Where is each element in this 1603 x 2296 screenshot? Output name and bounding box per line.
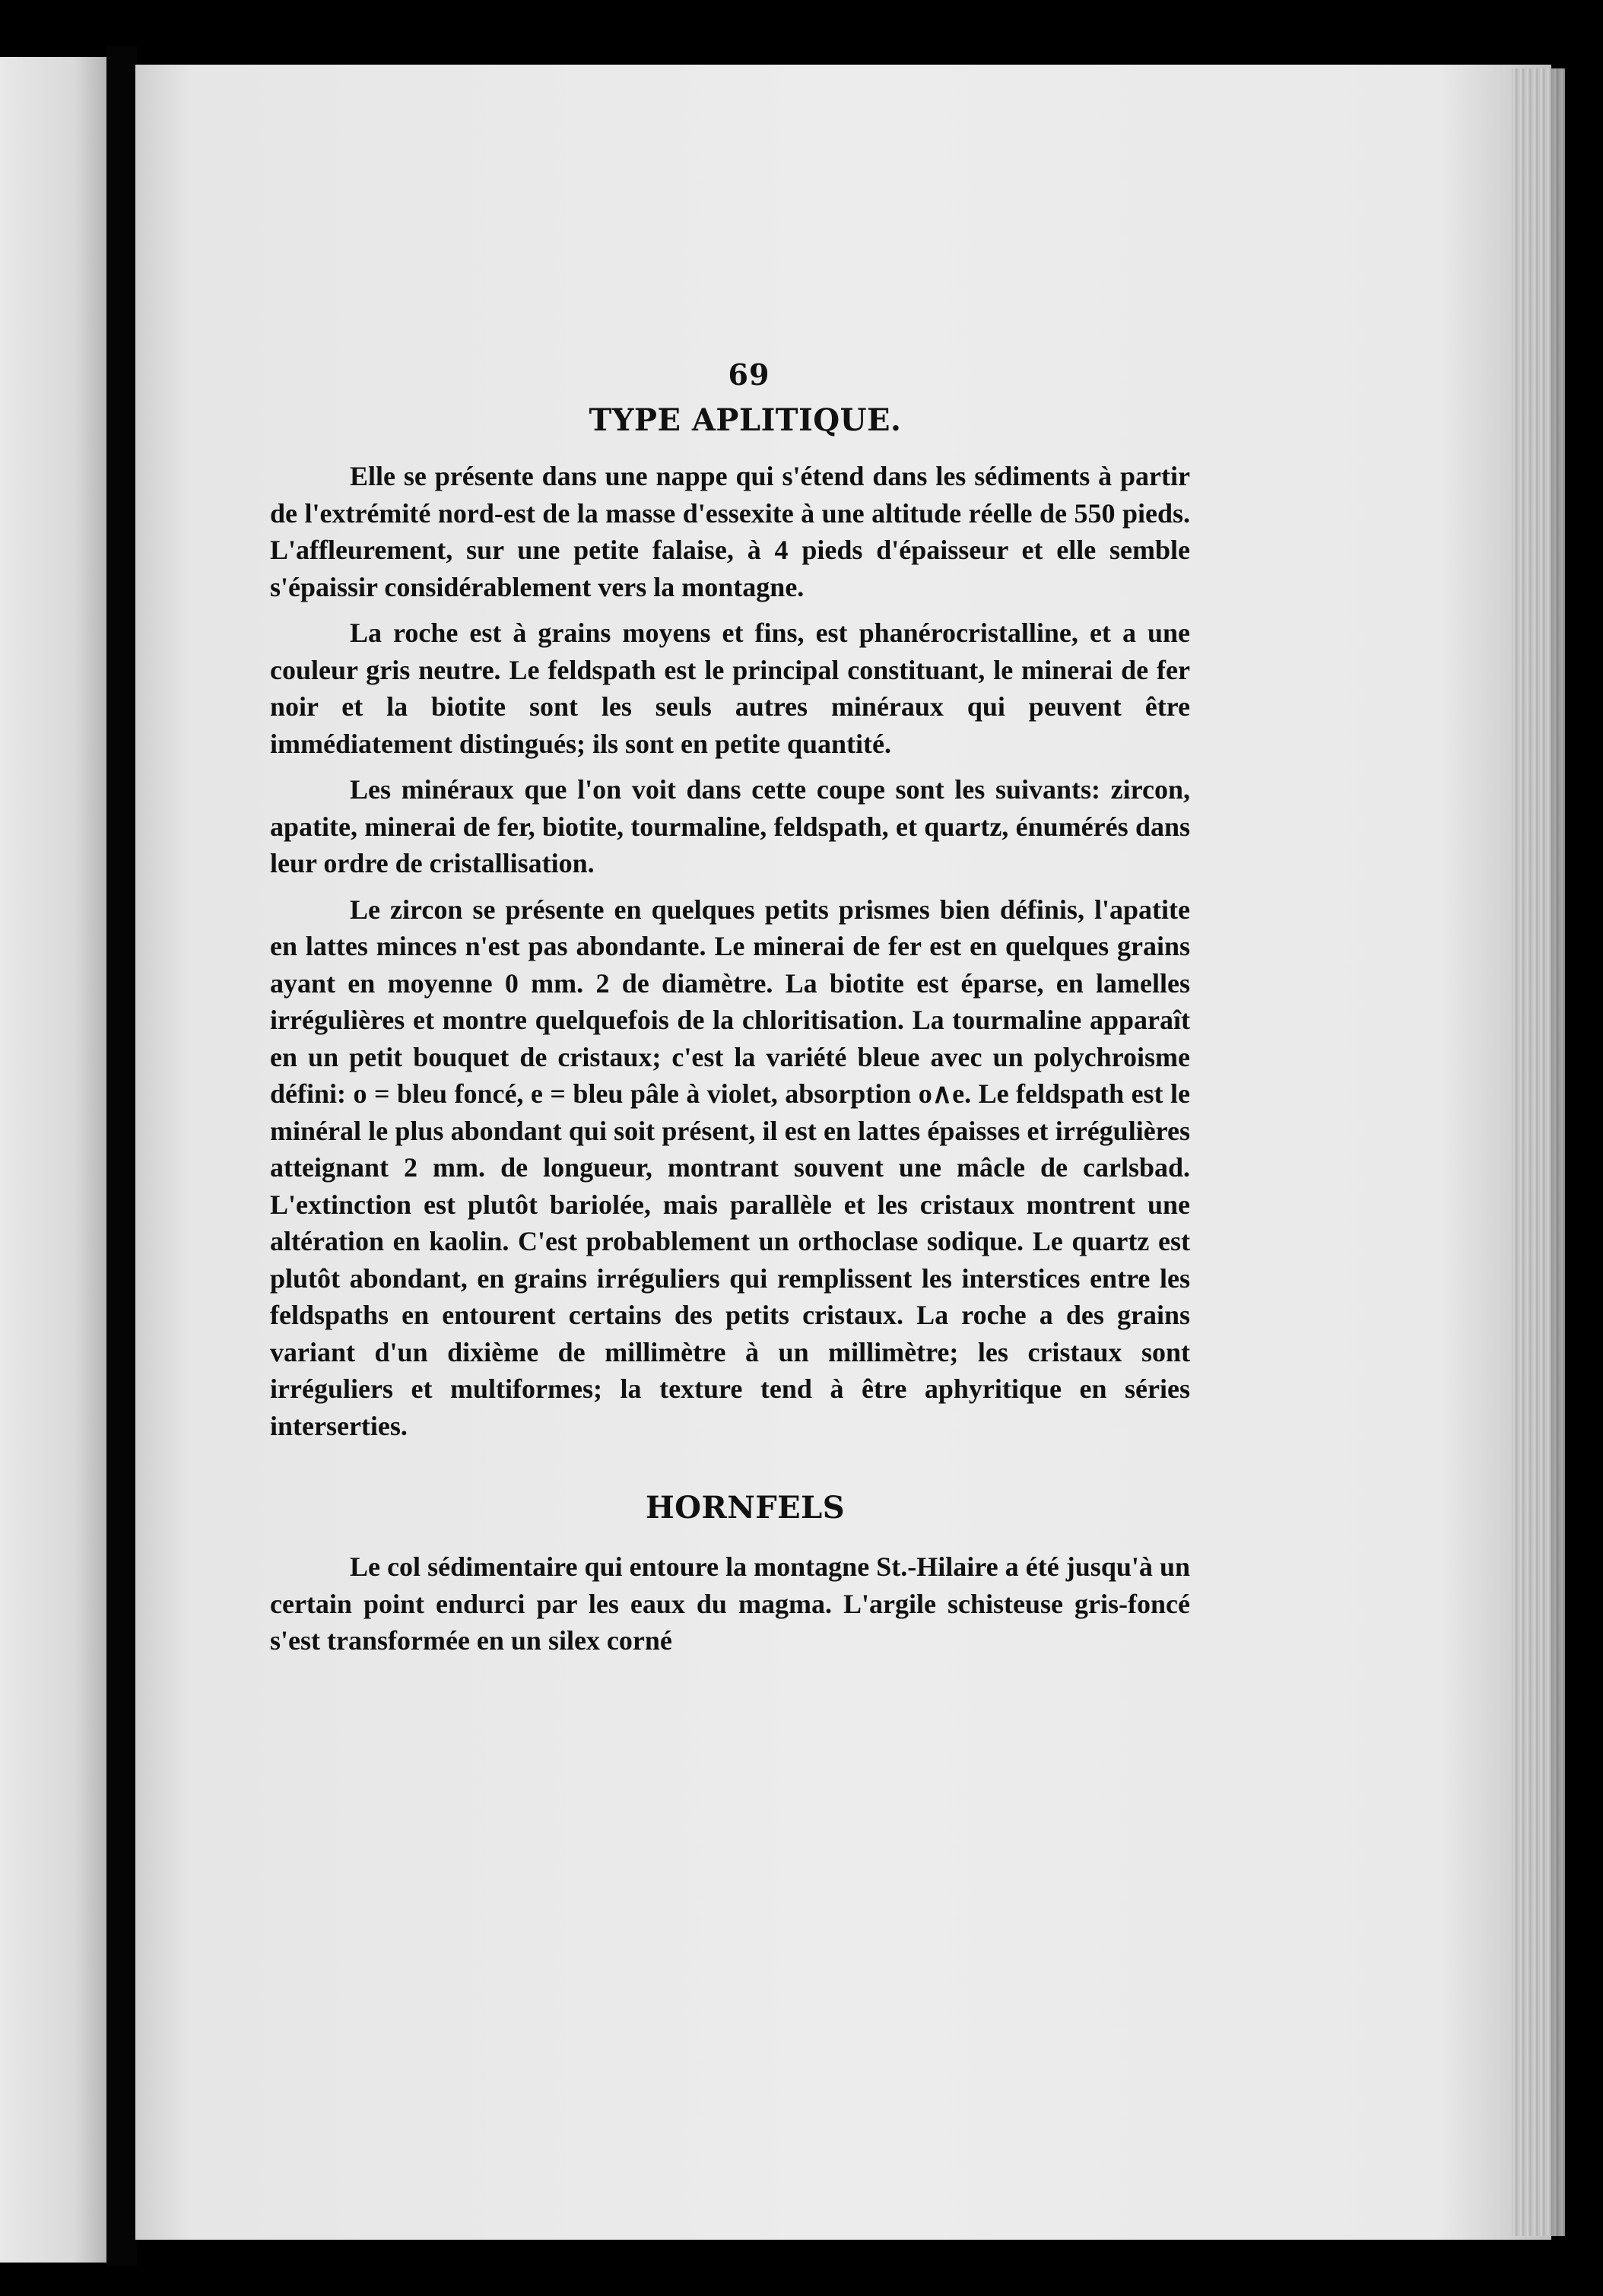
paragraph: Le zircon se présente en quelques petits prismes bien définis, l'apatite en lattes minces n'est pas abondante. Le minerai de fer est en quelques grains ayant en moyenne 0 mm. 2 de diamètre. La biotite est éparse, en lamelles irrégulières et montre quelquefois de la chloritisation. La tourmaline apparaît en un petit bouquet de cristaux; c'est la variété bleue avec un polychroisme défini: o = bleu foncé, e = bleu pâle à violet, absorption o∧e. Le feldspath est le minéral le plus abondant qui soit présent, il est en lattes épaisses et irrégulières atteignant 2 mm. de longueur, montrant souvent une mâcle de carlsbad. L'extinction est plutôt bariolée, mais parallèle et les cristaux montrent une altération en kaolin. C'est probablement un orthoclase sodique. Le quartz est plutôt abondant, en grains irréguliers qui remplissent les interstices entre les feldspaths en entourent certains des petits cristaux. La roche a des grains variant d'un dixième de millimètre à un millimètre; les cristaux sont irréguliers et multiformes; la texture tend à être aphyritique en séries interserties. (270, 894, 1190, 1441)
page-number: 69 (728, 357, 770, 392)
paragraph: Elle se présente dans une nappe qui s'étend dans les sédiments à partir de l'extrémité nord-est de la masse d'essexite à une altitude réelle de 550 pieds. L'affleurement, sur une petite falaise, à 4 pieds d'épaisseur et elle semble s'épaissir considérablement vers la montagne. (270, 461, 1190, 602)
book-spine-gap (106, 46, 137, 2266)
paragraph: Le col sédimentaire qui entoure la montagne St.-Hilaire a été jusqu'à un certain point endurci par les eaux du magma. L'argile schisteuse gris-foncé s'est transformée en un silex corné (270, 1551, 1190, 1656)
page-text-block (270, 357, 1190, 1669)
section-title-aplitique: TYPE APLITIQUE. (589, 402, 902, 438)
page-stack-edge (1512, 68, 1565, 2236)
paragraph: La roche est à grains moyens et fins, est phanérocristalline, et a une couleur gris neutre. Le feldspath est le principal constituant, le minerai de fer noir et la biotite sont les seuls autres minéraux qui peuvent être immédiatement distingués; ils sont en petite quantité. (270, 618, 1190, 759)
facing-page-edge (0, 57, 106, 2263)
section-title-hornfels: HORNFELS (645, 1490, 846, 1526)
paragraph: Les minéraux que l'on voit dans cette coupe sont les suivants: zircon, apatite, minerai de fer, biotite, tourmaline, feldspath, et quartz, énumérés dans leur ordre de cristallisation. (270, 774, 1190, 878)
